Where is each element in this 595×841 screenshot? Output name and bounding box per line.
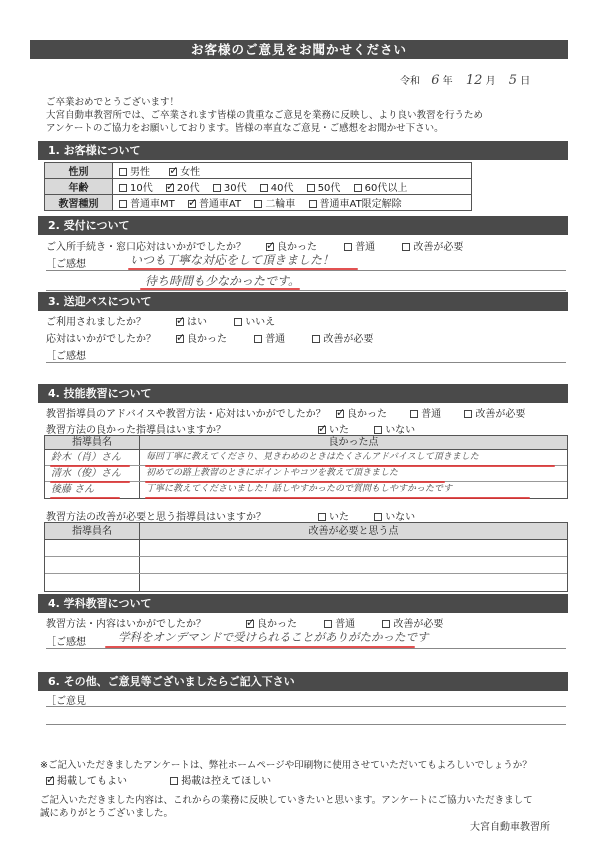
option-label: 普通 xyxy=(335,619,356,630)
section-customer-header: 1. お客様について xyxy=(38,141,568,160)
course-type-options xyxy=(113,195,472,211)
reception-improve-option[interactable] xyxy=(402,238,463,253)
comment-line xyxy=(46,362,566,363)
permission-no-option[interactable] xyxy=(170,772,271,787)
instructor-name[interactable]: 鈴木（肖）さん xyxy=(45,450,140,465)
checkbox-checked-icon[interactable] xyxy=(46,777,54,785)
driving-advice-question: 教習指導員のアドバイスや教習方法・応対はいかがでしたか？ xyxy=(46,409,326,420)
improve-instructor-table xyxy=(44,522,568,592)
option-label: 掲載してもよい xyxy=(57,776,127,787)
checkbox-icon[interactable] xyxy=(234,318,242,326)
classroom-comment[interactable]: 学科をオンデマンドで受けられることがありがたかったです xyxy=(118,630,429,644)
gender-male-option[interactable] xyxy=(119,163,150,178)
option-label: いいえ xyxy=(245,317,276,328)
checkbox-icon[interactable] xyxy=(344,243,352,251)
checkbox-checked-icon[interactable] xyxy=(176,335,184,343)
section-bus-header: 3. 送迎バスについて xyxy=(38,292,568,311)
bus-use-question: ご利用されましたか？ xyxy=(46,317,146,328)
improve-comment-cell[interactable] xyxy=(140,557,567,573)
checkbox-icon[interactable] xyxy=(410,410,418,418)
comment-line xyxy=(46,290,566,291)
option-label: 改善が必要 xyxy=(393,619,444,630)
checkbox-icon[interactable] xyxy=(307,184,315,192)
section-driving-header: 4. 技能教習について xyxy=(38,384,568,403)
date-day[interactable]: 5 xyxy=(508,73,518,88)
date-month-unit: 月 xyxy=(485,76,496,87)
age-option-label: 60代以上 xyxy=(364,183,408,194)
school-name: 大宮自動車教習所 xyxy=(470,822,550,833)
permission-options xyxy=(46,772,287,787)
checkbox-icon[interactable] xyxy=(374,426,382,434)
table-row xyxy=(45,540,567,557)
option-label: 改善が必要 xyxy=(323,334,374,345)
comment-line xyxy=(46,270,566,271)
date-month[interactable]: 12 xyxy=(465,73,483,88)
option-label: 普通 xyxy=(421,409,442,420)
good-instructor-no[interactable] xyxy=(374,421,415,436)
checkbox-icon[interactable] xyxy=(254,200,262,208)
checkbox-icon[interactable] xyxy=(464,410,472,418)
instructor-name[interactable]: 後藤 さん xyxy=(45,482,140,498)
classroom-normal-option[interactable] xyxy=(324,615,355,630)
table-row xyxy=(45,557,567,574)
option-label: 良かった xyxy=(257,619,297,630)
age-option[interactable] xyxy=(166,179,200,194)
bus-good-option[interactable] xyxy=(176,330,227,345)
table-row xyxy=(45,482,567,498)
option-label: 良かった xyxy=(277,242,317,253)
classroom-options xyxy=(246,615,459,630)
red-underline xyxy=(145,481,445,483)
option-label: いない xyxy=(385,425,416,436)
option-label: いた xyxy=(329,425,349,436)
improve-comment-cell[interactable] xyxy=(140,540,567,556)
red-underline xyxy=(145,465,555,467)
improve-instructor-question: 教習方法の改善が必要と思う指導員はいますか？ xyxy=(46,512,266,523)
checkbox-checked-icon[interactable] xyxy=(166,184,174,192)
reception-comment-1[interactable]: いつも丁寧な対応をして頂きました！ xyxy=(130,253,335,267)
table-row xyxy=(45,466,567,482)
instructor-name-cell[interactable] xyxy=(45,574,140,591)
age-option[interactable] xyxy=(307,179,341,194)
course-type-label-text: 普通車MT xyxy=(130,199,175,210)
red-underline xyxy=(50,497,120,499)
gender-female-label: 女性 xyxy=(180,167,201,178)
course-type-option[interactable] xyxy=(254,195,295,210)
column-improve-points: 改善が必要と思う点 xyxy=(308,526,399,537)
bus-service-row xyxy=(46,330,566,345)
good-instructor-question: 教習方法の良かった指導員はいますか？ xyxy=(46,425,226,436)
intro-text xyxy=(46,96,566,135)
red-underline xyxy=(50,481,130,483)
comment-line[interactable] xyxy=(46,706,566,707)
bus-yes-option[interactable] xyxy=(176,313,207,328)
course-type-label-text: 普通車AT xyxy=(198,199,242,210)
gender-options xyxy=(113,163,472,179)
option-label: 普通 xyxy=(355,242,376,253)
checkbox-icon[interactable] xyxy=(324,620,332,628)
driving-improve-option[interactable] xyxy=(464,405,525,420)
checkbox-icon[interactable] xyxy=(312,335,320,343)
option-label: いない xyxy=(385,512,416,523)
date-era: 令和 xyxy=(400,76,420,87)
reception-comment-label: ［ご感想 xyxy=(46,259,86,270)
date-day-unit: 日 xyxy=(520,76,531,87)
closing-text xyxy=(40,794,580,820)
age-option-label: 20代 xyxy=(176,183,200,194)
good-instructor-row xyxy=(46,421,566,436)
improve-instructor-no[interactable] xyxy=(374,508,415,523)
classroom-good-option[interactable] xyxy=(246,615,297,630)
instructor-comment[interactable]: 毎回丁寧に教えてくださり、見きわめのときはたくさんアドバイスして頂きました xyxy=(146,452,479,462)
checkbox-icon[interactable] xyxy=(260,184,268,192)
red-underline xyxy=(128,268,358,270)
age-option-label: 30代 xyxy=(223,183,247,194)
reception-comment-2[interactable]: 待ち時間も少なかったです。 xyxy=(145,274,301,288)
red-underline xyxy=(145,497,530,499)
intro-line: アンケートのご協力をお願いしております。皆様の率直なご意見・ご感想をお聞かせ下さい。 xyxy=(46,123,444,134)
checkbox-icon[interactable] xyxy=(318,513,326,521)
column-instructor: 指導員名 xyxy=(45,436,140,449)
checkbox-icon[interactable] xyxy=(382,620,390,628)
bus-no-option[interactable] xyxy=(234,313,275,328)
driving-advice-row xyxy=(46,405,576,420)
column-good-points: 良かった点 xyxy=(328,437,379,448)
gender-label: 性別 xyxy=(45,163,113,179)
reception-question: ご入所手続き・窓口応対はいかがでしたか？ xyxy=(46,242,246,253)
classroom-question-row xyxy=(46,615,566,630)
age-label: 年齢 xyxy=(45,179,113,195)
gender-female-option[interactable] xyxy=(169,163,200,178)
option-label: 普通 xyxy=(265,334,286,345)
checkbox-icon[interactable] xyxy=(374,513,382,521)
age-option[interactable] xyxy=(260,179,294,194)
date-year-unit: 年 xyxy=(442,76,453,87)
improve-instructor-yes[interactable] xyxy=(318,508,349,523)
option-label: 改善が必要 xyxy=(413,242,464,253)
checkbox-icon[interactable] xyxy=(213,184,221,192)
improve-instructor-table-header xyxy=(45,523,567,540)
classroom-comment-label: ［ご感想 xyxy=(46,637,86,648)
permission-question: ※ご記入いただきましたアンケートは、弊社ホームページや印刷物に使用させていただいてもよろしいでしょうか？ xyxy=(40,760,532,771)
course-type-option[interactable] xyxy=(188,195,241,210)
checkbox-checked-icon[interactable] xyxy=(318,426,326,434)
date-year[interactable]: 6 xyxy=(431,73,440,88)
option-label: 掲載は控えてほしい xyxy=(181,776,272,787)
table-row xyxy=(45,574,567,591)
course-type-option[interactable] xyxy=(119,195,175,210)
checkbox-icon[interactable] xyxy=(170,777,178,785)
checkbox-icon[interactable] xyxy=(354,184,362,192)
instructor-comment[interactable]: 初めての路上教習のときにポイントやコツを教えて頂きました xyxy=(146,468,399,478)
good-instructor-table xyxy=(44,435,568,499)
checkbox-checked-icon[interactable] xyxy=(266,243,274,251)
option-label: 改善が必要 xyxy=(475,409,526,420)
classroom-question: 教習方法・内容はいかがでしたか？ xyxy=(46,619,206,630)
checkbox-icon[interactable] xyxy=(254,335,262,343)
age-option[interactable] xyxy=(213,179,247,194)
intro-line: 大宮自動車教習所では、ご卒業されます皆様の貴重なご意見を業務に反映し、より良い教習を行うため xyxy=(46,110,484,121)
table-row xyxy=(45,450,567,466)
instructor-comment[interactable]: 丁寧に教えてくださいました！話しやすかったので質問もしやすかったです xyxy=(146,484,453,494)
bus-use-row xyxy=(46,313,566,328)
age-option[interactable] xyxy=(119,179,153,194)
customer-table xyxy=(44,162,472,211)
checkbox-checked-icon[interactable] xyxy=(188,200,196,208)
option-label: 良かった xyxy=(187,334,227,345)
comment-line xyxy=(46,648,566,649)
instructor-name[interactable]: 清水（俊）さん xyxy=(45,466,140,481)
permission-yes-option[interactable] xyxy=(46,772,127,787)
option-label: いた xyxy=(329,512,349,523)
classroom-improve-option[interactable] xyxy=(382,615,443,630)
page-title: お客様のご意見をお聞かせください xyxy=(30,40,568,59)
age-option-label: 10代 xyxy=(130,183,153,194)
course-type-label-text: 二輪車 xyxy=(265,199,296,210)
option-label: 良かった xyxy=(347,409,387,420)
checkbox-icon[interactable] xyxy=(119,200,127,208)
checkbox-icon[interactable] xyxy=(309,200,317,208)
age-options xyxy=(113,179,472,195)
section-other-header: 6. その他、ご意見等ございましたらご記入下さい xyxy=(38,672,568,691)
good-instructor-yes[interactable] xyxy=(318,421,349,436)
other-comment-label: ［ご意見 xyxy=(46,696,86,707)
good-instructor-table-header xyxy=(45,436,567,450)
intro-line: ご卒業おめでとうございます！ xyxy=(46,97,180,108)
good-instructor-options xyxy=(318,421,431,436)
checkbox-checked-icon[interactable] xyxy=(246,620,254,628)
checkbox-icon[interactable] xyxy=(119,168,127,176)
checkbox-icon[interactable] xyxy=(402,243,410,251)
column-instructor: 指導員名 xyxy=(45,523,140,539)
bus-service-question: 応対はいかがでしたか？ xyxy=(46,334,156,345)
bus-service-options xyxy=(176,330,389,345)
course-type-label-text: 普通車AT限定解除 xyxy=(319,199,402,210)
instructor-name-cell[interactable] xyxy=(45,540,140,556)
checkbox-checked-icon[interactable] xyxy=(336,410,344,418)
checkbox-checked-icon[interactable] xyxy=(176,318,184,326)
option-label: はい xyxy=(187,317,207,328)
red-underline xyxy=(50,465,130,467)
bus-use-options xyxy=(176,313,291,328)
instructor-name-cell[interactable] xyxy=(45,557,140,573)
closing-line: 誠にありがとうございました。 xyxy=(40,808,174,819)
section-classroom-header: 4. 学科教習について xyxy=(38,594,568,613)
bus-improve-option[interactable] xyxy=(312,330,373,345)
closing-line: ご記入いただきました内容は、これからの業務に反映していきたいと思います。アンケートにご協力いただきまして xyxy=(40,795,533,806)
section-reception-header: 2. 受付について xyxy=(38,216,568,235)
age-option-label: 50代 xyxy=(317,183,341,194)
age-option-label: 40代 xyxy=(270,183,294,194)
driving-advice-options xyxy=(336,405,525,420)
course-type-option[interactable] xyxy=(309,195,402,210)
red-underline xyxy=(140,288,300,290)
course-type-label: 教習種別 xyxy=(45,195,113,211)
improve-instructor-row xyxy=(46,508,566,523)
bus-comment-label: ［ご感想 xyxy=(46,351,86,362)
reception-normal-option[interactable] xyxy=(344,238,375,253)
date-line xyxy=(400,72,570,88)
age-option[interactable] xyxy=(354,179,408,194)
driving-normal-option[interactable] xyxy=(410,405,441,420)
gender-male-label: 男性 xyxy=(130,167,150,178)
bus-normal-option[interactable] xyxy=(254,330,285,345)
checkbox-icon[interactable] xyxy=(119,184,127,192)
checkbox-checked-icon[interactable] xyxy=(169,168,177,176)
driving-good-option[interactable] xyxy=(336,405,387,420)
comment-line[interactable] xyxy=(46,724,566,725)
improve-comment-cell[interactable] xyxy=(140,574,567,591)
improve-instructor-options xyxy=(318,508,431,523)
